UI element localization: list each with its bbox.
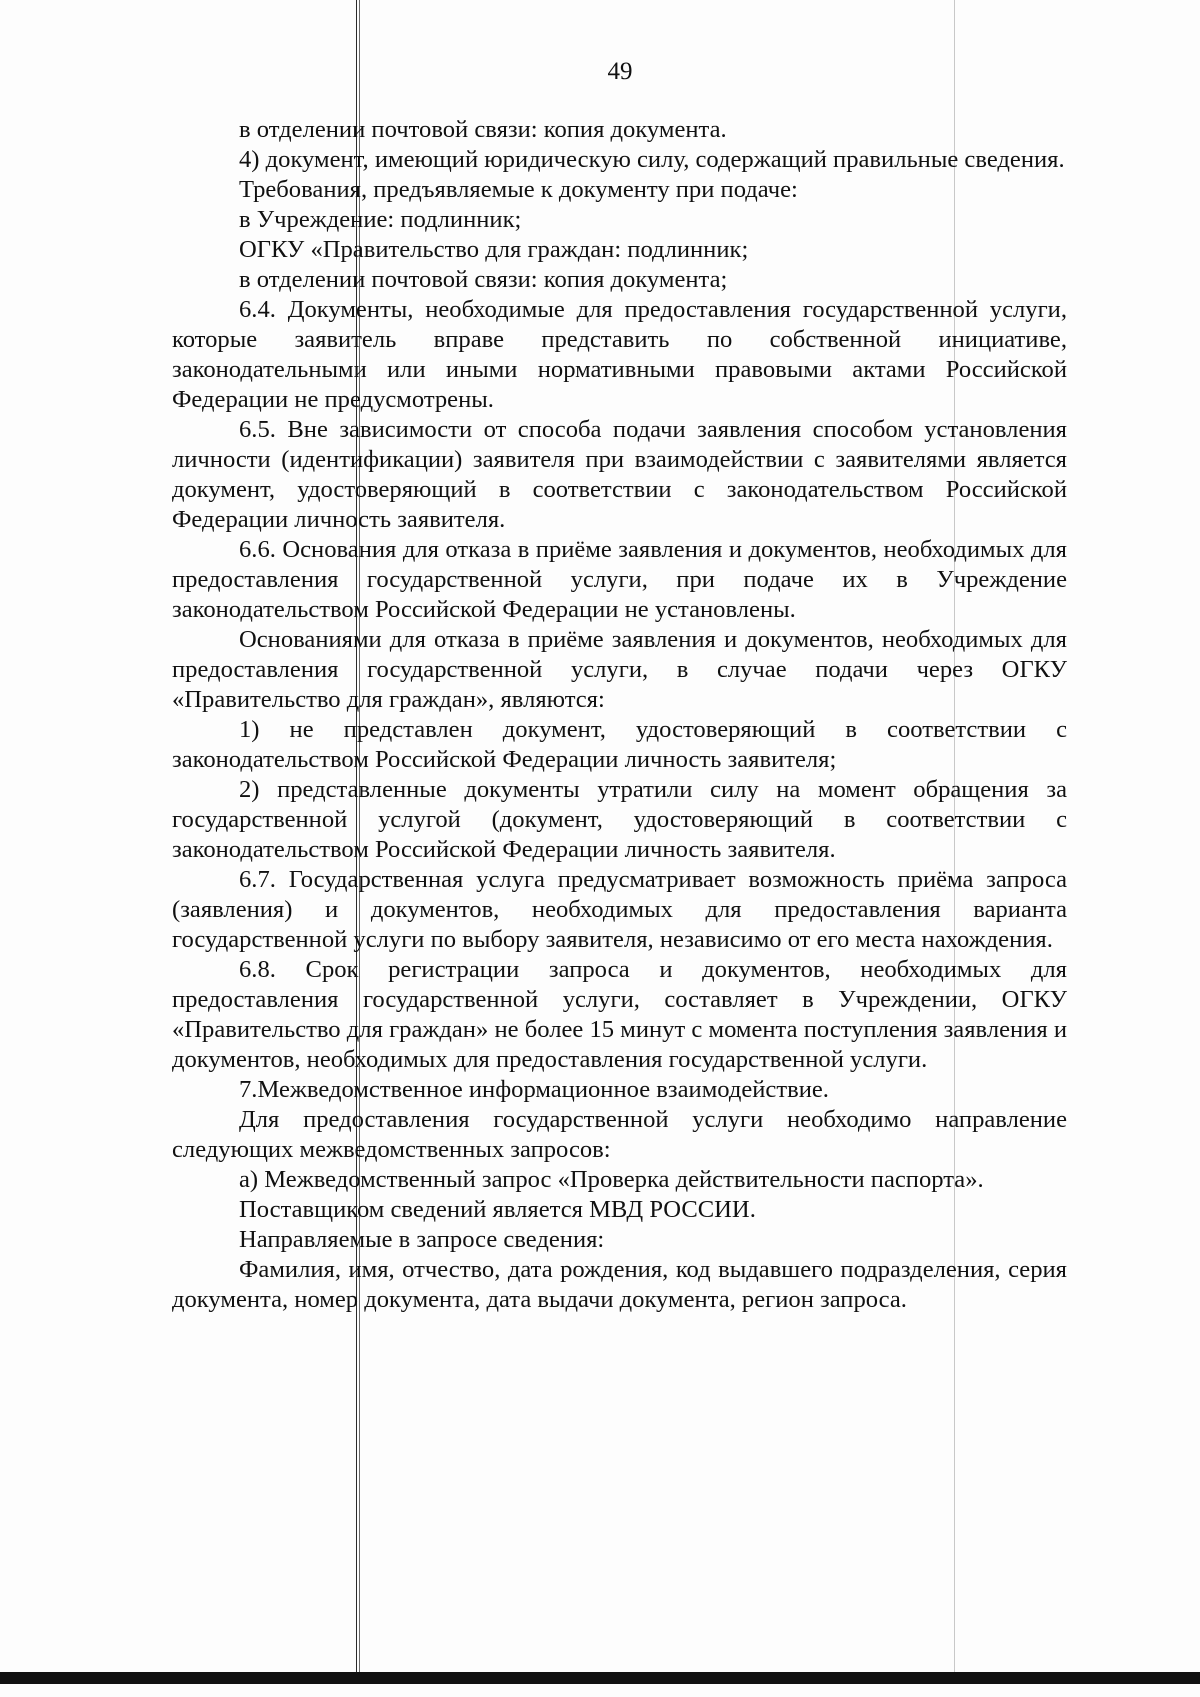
paragraph: 6.7. Государственная услуга предусматривает возможность приёма запроса (заявления) и документов, необходимых для предоставления варианта государственной услуги по выбору заявителя, независимо от его места нахождения. bbox=[172, 866, 1067, 953]
paragraph: 1) не представлен документ, удостоверяющий в соответствии с законодательством Российской Федерации личность заявителя; bbox=[172, 716, 1067, 773]
paragraph: в Учреждение: подлинник; bbox=[239, 206, 522, 233]
paragraph: в отделении почтовой связи: копия документа. bbox=[239, 116, 727, 143]
paragraph: в отделении почтовой связи: копия документа; bbox=[239, 266, 728, 293]
paragraph: Требования, предъявляемые к документу при подаче: bbox=[239, 176, 798, 203]
paragraph: 6.6. Основания для отказа в приёме заявления и документов, необходимых для предоставления государственной услуги, при подаче их в Учреждение законодательством Российской Федерации не установлены. bbox=[172, 536, 1067, 623]
paragraph: 6.8. Срок регистрации запроса и документов, необходимых для предоставления государственной услуги, составляет в Учреждении, ОГКУ «Правительство для граждан» не более 15 минут с момента поступления заявления и документов, необходимых для предоставления государственной услуги. bbox=[172, 956, 1067, 1073]
paragraph: 6.4. Документы, необходимые для предоставления государственной услуги, которые заявитель вправе представить по собственной инициативе, законодательными или иными нормативными правовыми актами Российской Федерации не предусмотрены. bbox=[172, 296, 1067, 413]
paragraph: 7.Межведомственное информационное взаимодействие. bbox=[239, 1076, 829, 1103]
paragraph: а) Межведомственный запрос «Проверка действительности паспорта». bbox=[239, 1166, 984, 1193]
paragraph: Направляемые в запросе сведения: bbox=[239, 1226, 605, 1253]
page-number: 49 bbox=[607, 58, 633, 85]
paragraph: Основаниями для отказа в приёме заявления и документов, необходимых для предоставления государственной услуги, в случае подачи через ОГКУ «Правительство для граждан», являются: bbox=[172, 626, 1067, 713]
paragraph: ОГКУ «Правительство для граждан: подлинник; bbox=[239, 236, 749, 263]
paragraph: 4) документ, имеющий юридическую силу, содержащий правильные сведения. bbox=[239, 146, 1065, 173]
paragraph: Для предоставления государственной услуги необходимо направление следующих межведомственных запросов: bbox=[172, 1106, 1067, 1163]
paragraph: 6.5. Вне зависимости от способа подачи заявления способом установления личности (идентификации) заявителя при взаимодействии с заявителями является документ, удостоверяющий в соответствии с законодательством Российской Федерации личность заявителя. bbox=[172, 416, 1067, 533]
paragraph: 2) представленные документы утратили силу на момент обращения за государственной услугой (документ, удостоверяющий в соответствии с законодательством Российской Федерации личность заявителя. bbox=[172, 776, 1067, 863]
paragraph: Фамилия, имя, отчество, дата рождения, код выдавшего подразделения, серия документа, номер документа, дата выдачи документа, регион запроса. bbox=[172, 1256, 1067, 1313]
paragraph: Поставщиком сведений является МВД РОССИИ. bbox=[239, 1196, 756, 1223]
document-body bbox=[172, 115, 1067, 1315]
scan-bottom-edge bbox=[0, 1672, 1200, 1684]
